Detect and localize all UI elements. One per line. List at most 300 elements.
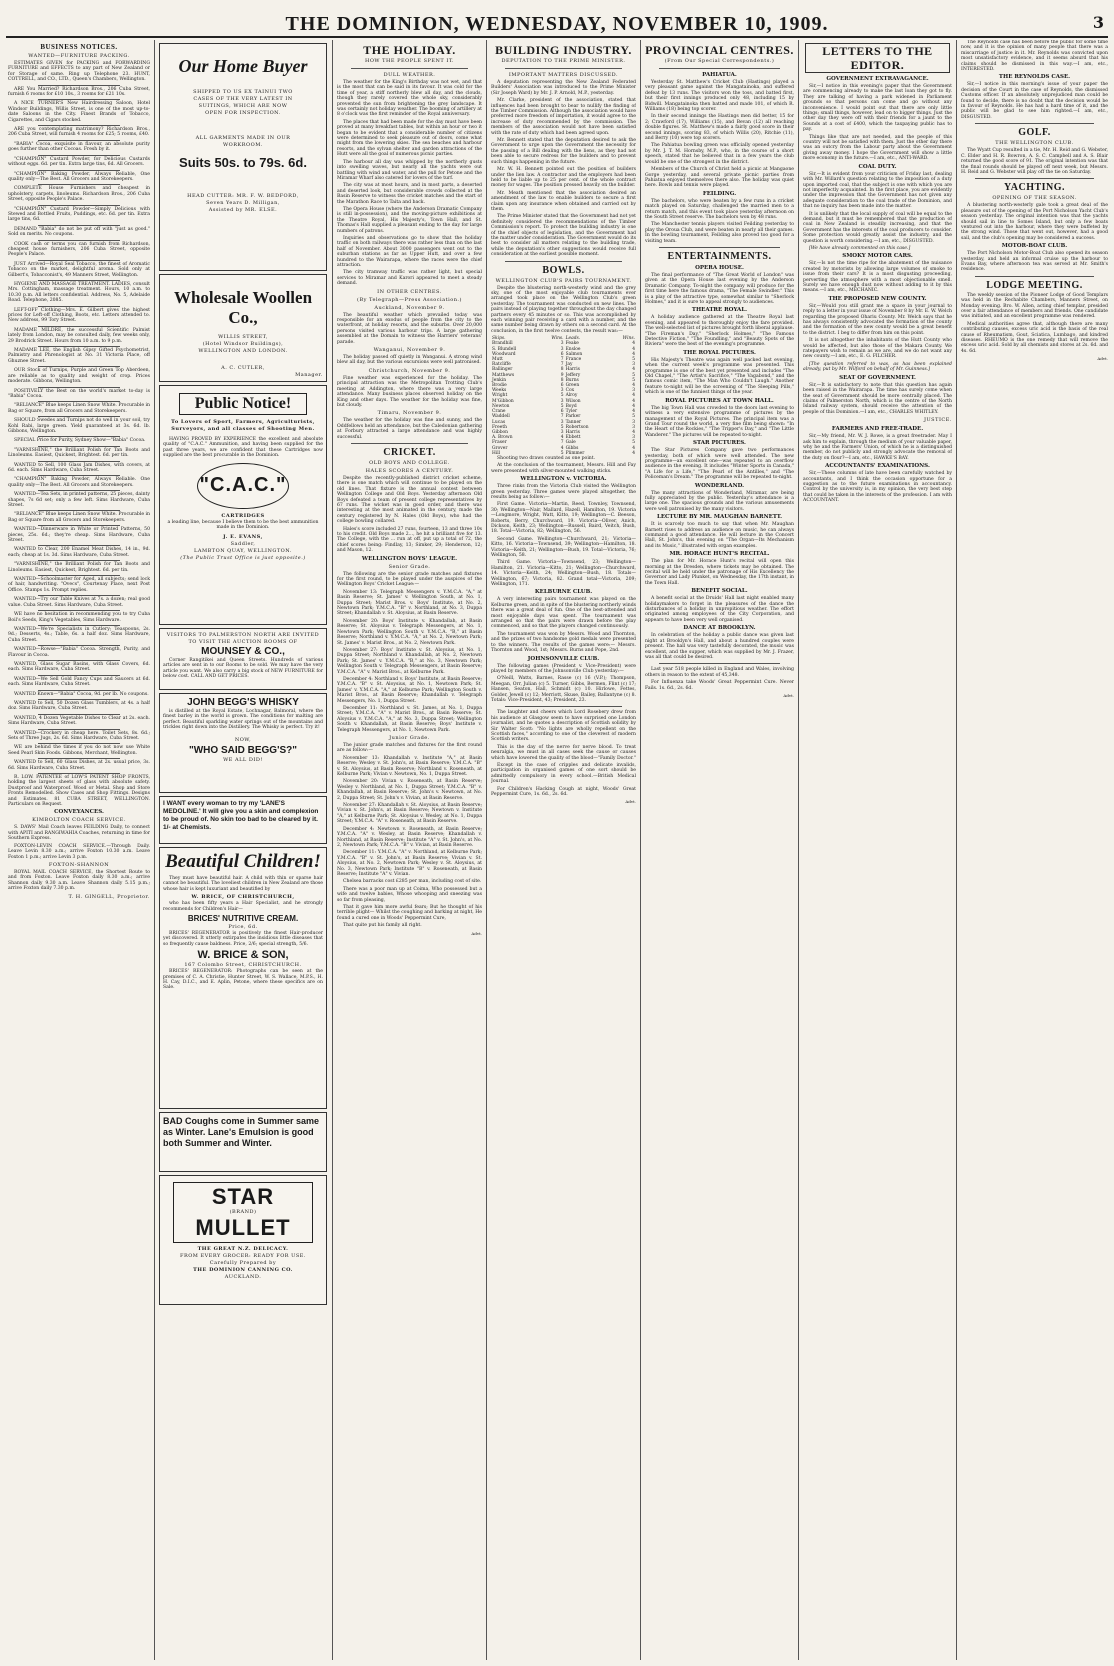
article-paragraph: The plan for Mr. Horace Hunt's recital will open this morning at the Dresden, where tickets may be obtained. The recital will be held under the patronage of His Excellency the Governor and Lady Plunket, on Wednesday, the 17th instant, in the Town Hall. (645, 559, 794, 586)
article-paragraph: Sir,—I notice in this morning's issue of your paper the decision of the Court in the case of Reynolds, the dismissed Customs officer. If an absolutely unprejudiced man could be found to decide, there is no doubt that the decision would be in favour of Reynolds. He has had a hard time of it, and the public will be glad to see him righted.—I am, etc., DISGUSTED. (961, 82, 1108, 120)
ad-body: BRICES' REGENERATOR: Photographs can be seen at the premises of C. A. Christie, Hunter Street, W. S. Wallace, M.P.S., H. H. Cay, D.I.C., and E. Aplin, Petone, where these specifics are on Sale. (163, 969, 323, 991)
classified-item: WANTED—Schoolmaster for Aged, all subjects; send lock of hair, handwriting. "Ovecs", Courtenay Place, next Post Office. Stamps 1s. Prompt replies. (8, 577, 150, 593)
table-cell: 5 (560, 403, 564, 409)
article-paragraph: The weather for the holiday was fine and sunny, and the Oddfellows held an attendance, but the Caledonian gathering at Forbury attracted a large attendance and was highly successful. (337, 418, 482, 440)
table-cell: 5 (560, 450, 564, 456)
table-cell: Ensloe (565, 346, 581, 352)
ad-brand: "C.A.C." (199, 474, 287, 497)
article-body (645, 80, 794, 189)
article-paragraph: The beautiful weather which prevailed today was responsible for an exodus of people from the city to the waterfront, at holiday resorts, and the suburbs. Over 20,000 persons visited various harbour trips. A large gathering assembled at the Domain to witness the Harriers' veterans' parade. (337, 312, 482, 345)
table-cell: 5 (632, 372, 635, 378)
ad-line: Carefully Prepared by (209, 1260, 277, 1266)
article-paragraph: The holiday passed off quietly in Wanganui. A strong wind blew all day, but the various excursions were well patronised. (337, 355, 482, 366)
classified-item: "VARNISHINE," the Brilliant Polish for Tan Boots and Linoleums. Easiest, Quickest, Brightest. 6d. per tin. (8, 562, 150, 573)
ad-line: Seven Years D. Milligan, (206, 200, 280, 206)
divider (38, 461, 120, 462)
divider (38, 675, 120, 676)
table-cell: A. Brown (492, 435, 513, 441)
section-subheading: WANTED—FURNITURE PACKING. (28, 53, 130, 59)
article-paragraph: The final performance of "The Great World of London" was given at the Opera House last evening by the Anderson Dramatic Company. To-night the company will produce for the first time here the famous drama, "The Female Swindler." This is a play of the attractive type, somewhat similar to "Sherlock Holmes," and it is sure to appeal strongly to audiences. (645, 272, 794, 305)
ad-slogan: "WHO SAID BEGG'S?" (189, 744, 297, 756)
ad-line: To Lovers of Sport, Farmers, Agriculturists, Surveyors, and all classes of Shooting Men. (171, 419, 315, 432)
article-paragraph: December 11: Y.M.C.A. "A" v. Northland, at Kelburne Park; Y.M.C.A. "B" v. St. John's, at Basin Reserve; Vivian v. St. Aloysius, at No. 2, Newtown Park; Wesley v. St. Aloysius, at No. 3, Newtown Park; Institute "B" v. Roseneath, at Basin Reserve; Institute "A" v. Vivian. (337, 850, 482, 877)
ad-bad-coughs (159, 1112, 327, 1172)
article-paragraph: Hales's score included 27 runs, fourteen, 13 and three 10s to his credit. Old Boys made 2..., he hit a brilliant five for 13. The College, with the ... run at off, put up a total of 72, the chief scores being: Findlay, 13; Simker, 29; Henderson, 12; and Mason, 12. (337, 526, 482, 554)
article-subheading: THE PROPOSED NEW COUNTY. (828, 295, 927, 302)
signature: T. H. GINGELL, Proprietor. (68, 893, 150, 900)
table-cell: Hill (492, 450, 501, 456)
star-logo (173, 1182, 313, 1243)
divider (351, 443, 468, 444)
article-paragraph: Last year 518 people killed in England and Wales, involving others in reason to the extent of 45,348. (645, 667, 794, 678)
article-body (337, 80, 482, 287)
article-body (491, 80, 636, 258)
article-subheading: MR. HORACE HUNT'S RECITAL. (669, 551, 770, 558)
article-paragraph: A holiday audience gathered at the Theatre Royal last evening, and appeared to thoroughly enjoy the fare provided. The well-selected list of pictures brought forth liberal applause. "The Fireman's Day," "Sherlock Holmes," "The Famous Detective Fiction," "The Foundling," and "Beauty Spots of the Riviera" were the best of the evening's programme. (645, 315, 794, 348)
article-body (803, 261, 952, 293)
ad-title: Our Home Buyer (178, 56, 308, 76)
ad-title: Wholesale Woollen Co., (173, 288, 313, 327)
article-headline: THE HOLIDAY. (363, 43, 456, 57)
article-body (803, 471, 952, 503)
table-header-cell: Wins. (551, 336, 564, 342)
article-subheading: (By Telegraph—Press Association.) (357, 296, 462, 303)
table-cell: Green (565, 383, 580, 389)
article-headline: LETTERS TO THE EDITOR. (805, 43, 950, 73)
article-subheading: PAHIATUA. (702, 72, 737, 78)
divider (38, 85, 120, 86)
article-paragraph: November 27: Boys' Institute v. St. Aloysius, at No. 1, Duppa Street; Northland v. Khandallah, at No. 2, Newtown Park; St. James' v. Y.M.C.A. "B," at No. 3, Newtown Park; Wellington South v. Telegraph Messengers, at Basin Reserve; Y.M.C.A. "A" v. Marist Bros., at Kelburne Park. (337, 647, 482, 675)
ad-body: who has been fifty years a Hair Specialist, and he strongly recommends for Children's Hair— (163, 901, 323, 912)
article-paragraph: It is scarcely too much to say that when Mr. Maughan Barnett rises to address an audience on music, he can always command a good attendance. He will lecture in the Concert Hall, St. John's, this evening on "The Organ—Its Mechanism and its Music," illustrated with organ examples. (645, 522, 794, 549)
ad-line: (The Public Trust Office is just opposite.) (180, 555, 306, 562)
classified-item: ROYAL MAIL COACH SERVICE, the Shortest Route to and from Foxton. Leave Foxton daily 8.30 a.m.; arrive Shannon daily 9.30 a.m. Leave Shannon daily 5.15 p.m.; arrive Foxton daily 7.30 p.m. (8, 869, 150, 892)
article-paragraph: The places that had been made for the day must have been proved at many breakfast tables, but within an hour or two it began to be evident that a considerable number of citizens were determined to seek pleasure out of doors, come what might from the lowering skies. The sea beaches and harbour resorts, and the sylvan shelter and garden attractions of the Hutt were all the goal of numerous picnic parties. (337, 119, 482, 158)
article-subheading: HOW THE PEOPLE SPENT IT. (364, 58, 455, 64)
ad-line: Saddler, (230, 541, 256, 548)
article-subheading: DEPUTATION TO THE PRIME MINISTER. (501, 58, 626, 64)
table-cell: 6 (560, 351, 564, 357)
classified-item: SHOULD Swedes and Turnips not do well in your soil, try Kohl Rabi, large green. Yield guaranteed at 3s. 6d. lb. Gibbons, Wellington. (8, 418, 150, 434)
column-building-industry (491, 40, 636, 1660)
classified-item: S. DAWS' Mail Coach leaves FEILDING Daily, to connect with APITI and RANGIWAHIA Coaches, returning in time for Southern Express. (8, 825, 150, 842)
article-paragraph: Fine weather was experienced for the holiday. The principal attraction was the Metropolitan Trotting Club's meeting at Addington, where there was a very large attendance. Many business places observed holiday on the King and other days. The weather for the holiday was fine, but cloudy. (337, 375, 482, 408)
classified-item: A NICE TURNER'S New Hairdressing Saloon, Hotel Windsor Buildings, Willis Street, is one of the most up-to-date Saloons in the City. Finest Brands of Tobacco, Cigarettes, and Cigars stocked. (8, 101, 150, 123)
article-subheading: THE ROYAL PICTURES. (683, 349, 756, 356)
table-cell: Wright (492, 393, 508, 399)
page-number: 3 (1092, 13, 1104, 32)
article-paragraph: It is unlikely that the local supply of coal will be equal to the demand, but it must be remembered that the production of coal in New Zealand is steadily increasing, and that the Government has the interests of the coal producers to consider. Some protection would greatly assist the industry, and the question is worth considering.—I am, etc., DISGUSTED. (803, 211, 952, 244)
classified-item: WANTED to Sell, 50 Dozen Glass Tumblers, at 4s. a half doz. Sims Hardware, Cuba Street. (8, 700, 150, 712)
ad-line: HEAD CUTTER: MR. F. W. BEDFORD, (187, 193, 299, 199)
table-cell: 7 (560, 357, 564, 363)
article-subheading: OLD BOYS AND COLLEGE. (369, 459, 450, 466)
article-paragraph: Mr. Meath mentioned that the association desired an amendment of the law to enable builders to secure a first claim upon any insurance when obtained and carried out by them. (491, 190, 636, 212)
ad-body: is distilled at the Royal Estate, Lochnagar, Balmoral, where the finest barley in the world is grown. The conditions for malting are perfect. Beautiful sparkling water springs out of the mountains and trickles right down into the Distillery. The Whisky is perfect. Try it! (163, 709, 323, 731)
divider (659, 247, 780, 248)
divider (38, 155, 120, 156)
column-holiday (337, 40, 482, 1660)
article-paragraph: Members of the Church of Christ held a picnic at Mangaone Gorge yesterday, and several private picnic parties from Pahiatua enjoyed themselves there also. The holiday was quiet here. Bowls and tennis were played. (645, 167, 794, 189)
classified-item: ESTIMATES GIVEN for PACKING and FORWARDING FURNITURE and EFFECTS to any part of New Zealand or for Storage of same. Ring up Telephone 23. HUNT, COTTRELL, and CO., LTD., Queen's Chambers, Wellington. (8, 61, 150, 83)
article-subheading: FEILDING. (702, 190, 737, 197)
ad-line: WILLIS STREET, (218, 334, 268, 340)
divider (38, 280, 120, 281)
table-cell: Feake (565, 341, 579, 347)
divider (975, 276, 1094, 277)
article-paragraph: November 20: Vivian v. Roseneath, at Basin Reserve; Wesley v. Northland, at No. 1, Duppa Street; Y.M.C.A. "B" v. Khandallah, at Basin Reserve; St. John's v. Newtown, at No. 2, Duppa Street; St. John's v. Vivian, at Basin Reserve. (337, 779, 482, 801)
ad-mendoline (159, 796, 327, 844)
column-rule (154, 40, 155, 1660)
article-paragraph: November 20: Boys' Institute v. Khandallah, at Basin Reserve; St. Aloysius v. Telegraph Messengers, at No. 1, Newtown Park; Wellington South v. Y.M.C.A. "B," at Basin Reserve; Northland v. Y.M.C.A. "A," at No. 2, Newtown Park; St. James' v. Marist Bros., at No. 2, Newtown Park. (337, 618, 482, 646)
article-paragraph: The junior grade matches and fixtures for the first round are as follow:— (337, 743, 482, 754)
classified-item: WE have no hesitation in recommending you to try Cuba Boil's Seeds, King's Vegetables, Sims Hardware. (8, 612, 150, 623)
classified-item: WANTED—Try our Table Knives at 7s. a dozen; real good value. Cuba Street. Sims Hardware, Cuba Street. (8, 597, 150, 608)
table-cell: Newton (492, 403, 510, 409)
divider (38, 416, 120, 417)
article-subheading: LECTURE BY MR. MAUGHAN BARNETT. (656, 514, 783, 521)
article-subheading: MOTOR-BOAT CLUB. (1001, 243, 1068, 250)
table-cell: 3 (632, 435, 635, 441)
ad-line: Manager. (295, 372, 323, 378)
ad-line: Price, 6d. (228, 924, 258, 931)
dateline: Christchurch, November 9. (368, 367, 451, 374)
article-subheading: Junior Grade. (389, 735, 430, 741)
ad-home-buyer (159, 43, 327, 271)
ad-line: THE DOMINION CANNING CO. (193, 1267, 293, 1273)
classified-item: HYGIENE AND MASSAGE TREATMENT. LADIES, consult Mrs. Cottingham, massage treatment. Hours, 10 a.m. to 10.30 p.m. All letters confidential. Address, No. 5, Adelaide Road. Telephone, 2085. (8, 282, 150, 304)
classified-item: WANTED—We're Specialists in Cutlery; Teaspoons, 2s. 9d.; Desserts, 4s.; Table, 6s. a half doz. Sims Hardware, Cuba Street. (8, 626, 150, 643)
article-headline: GOLF. (1018, 127, 1051, 139)
article-subheading: BENEFIT SOCIAL. (691, 588, 748, 595)
classified-item: ARE you contemplating matrimony? Richardson Bros., 206 Cuba Street, will furnish 4 rooms for £25; 5 rooms, £40. (8, 127, 150, 138)
article-paragraph: The harbour all day was whipped by the northerly gusts into swelling waves, but nearly all the yachts were out battling with wind and water, and the pull for Petone and the Miramar Wharf also catered for lovers of the turf. (337, 159, 482, 181)
article-paragraph: A blustering north-westerly gale took a great deal of the pleasure out of the opening of the Port Nicholson Yacht Club's season yesterday. The original intention was that the yachts should sail in line to Somes Island, but only a few boats ventured out into the harbour, where they were buffeted by the strong wind. Those that went out, however, had a good sail, and the club's opening may be considered a success. (961, 203, 1108, 241)
article-paragraph: The following games (President v. Vice-President) were played by members of the Johnsonville Club yesterday:— (491, 663, 636, 674)
table-cell: 4 (632, 445, 635, 451)
article-paragraph: It is not altogether the inhabitants of the Hutt County who would be affected, but also those of the Makara County. We ratepayers wish to remain as we are, and we do not want any new county.—I am, etc., E. G. FILCHER. (803, 338, 952, 360)
ad-body: a leading line, because I believe them to be the best ammunition made in the Dominion. (167, 519, 319, 531)
article-paragraph: November 27: Khandallah v. St. Aloysius, at Basin Reserve; Vivian v. St. John's, at Basin Reserve; Newtown v. Institute "A," at Kelburne Park; St. Aloysius v. Wesley, at No. 1, Duppa Street; Y.M.C.A. "A" v. Roseneath, at Basin Reserve. (337, 803, 482, 825)
column-rule (332, 40, 333, 1660)
divider (38, 140, 120, 141)
article-subheading: WONDERLAND. (694, 482, 745, 489)
article-paragraph: The Wyatt Cup resulted in a tie, Mr. H. Reid and G. Webster, C. Elder and H. R. Bowron, A. S. C. Campbell and A. S. Blair returned the good score of 91. The original intention was that the final rounds should be played off next week, but Messrs. H. Reid and G. Webster will play off the tie on Saturday. (961, 148, 1108, 175)
article-paragraph: First Game. Victoria—Martin, Reed, Townley, Townsend, 30; Wellington—Nair, Mallard, Hazell, Hamilton, 19. Victoria—Longmore, Wright, Watt, Kitto, 19; Wellington—C. Beeson, Roberts, Berry, Churchward, 19. Victoria—Oliver, Anich, Dickson, Keith, 23; Wellington—Russell, Baird, Veitch, Bush, 18. Total—Victoria, 82; Wellington, 56. (491, 502, 636, 535)
ad-line: VISITORS TO PALMERSTON NORTH ARE INVITED TO VISIT THE AUCTION ROOMS OF (166, 632, 320, 645)
article-subheading: SMOKY MOTOR CARS. (842, 253, 913, 260)
article-paragraph: The laughter and cheers which Lord Rosebery drew from his audience at Glasgow seem to have surprised one London journalist, and he quotes a description of Scottish solidity by Sir Walter Scott: "No lights are wholly repellent on the Scottish faces," according to one of the cleverest of modern Scottish writers. (491, 710, 636, 743)
table-cell: Gale (565, 440, 576, 446)
table-header-cell: Skips. (492, 336, 506, 342)
article-paragraph: The tournament was won by Messrs. Wood and Thornton, and the prizes of two handsome gold medals were presented to the winners. The results of the games were:— Messrs. Thornton and Wood, 1st; Messrs. Burns and Pope, 2nd. (491, 631, 636, 654)
article-subheading: Senior Grade. (388, 563, 431, 570)
article-paragraph: The Prime Minister stated that the Government had not yet definitely considered the recommendations of the Timber Commission's report. To protect the building industry is one of the chief objects of legislation, and the Government had the matter under consideration. The Government would do its best to consider all matters relating to the building trade, while the deputation's other suggestions would receive full consideration at the earliest possible moment. (491, 214, 636, 258)
article-paragraph: December 4: Northland v. Boys' Institute, at Basin Reserve; Y.M.C.A. "B" v. St. Aloysius, at No. 1, Newtown Park; St. James' v. Y.M.C.A. "A," at Kelburne Park; Wellington South v. Marist Bros., at Basin Reserve; Khandallah v. Telegraph Messengers, No. 1, Duppa Street. (337, 676, 482, 704)
cartridge-logo (197, 463, 289, 509)
article-subheading: IMPORTANT MATTERS DISCUSSED. (508, 72, 619, 78)
article-headline: BOWLS. (542, 264, 585, 276)
table-cell: 7 (560, 414, 564, 420)
article-headline: CRICKET. (383, 446, 436, 458)
dateline: Auckland, November 9. (374, 304, 445, 311)
table-cell: 6 (560, 409, 564, 415)
divider (659, 68, 780, 69)
article-paragraph: November 13: Khandallah v. Institute "A," at Basin Reserve; Wesley v. St. John's, at Basin Reserve; Y.M.C.A. "B" v. St. Aloysius, at Basin Reserve; Northland v. Roseneath, at Kelburne Park; Vivian v. Newtown, No. 1, Duppa Street. (337, 755, 482, 778)
classified-item: "CHAMPION" Baking Powder, Always Reliable. One quality only—The Best. All Grocers and Storekeepers. (8, 477, 150, 488)
table-cell: Jenkin (492, 377, 507, 383)
article-body (337, 572, 482, 733)
table-cell: M'Gibbon (492, 398, 514, 404)
advt-label: Advt. (625, 799, 636, 805)
article-subheading: JOHNSONVILLE CLUB. (527, 655, 600, 662)
section-heading: BUSINESS NOTICES. (40, 43, 118, 51)
classified-item: WANTED—Crockery in cheap here. Toilet Sets, 8s. 6d.; Sets of Three Jugs, 2s. 6d. Sims Hardware, Cuba Street. (8, 730, 150, 741)
ad-line: J. E. EVANS, (223, 534, 263, 541)
article-subheading: WELLINGTON v. VICTORIA. (520, 476, 607, 483)
dateline: Timaru, November 9. (377, 410, 442, 417)
article-paragraph: Chelsea barracks cost £285 per man, including cost of site. (343, 879, 482, 885)
article-body (961, 203, 1108, 241)
bowls-results-table (491, 336, 636, 456)
article-body (491, 484, 636, 587)
table-cell: Matthews (492, 372, 515, 378)
classified-item: COMPLETE House Furnishers and cheapest in upholstery, carpets, linoleums. Richardson Bros., 206 Cuba Street, opposite People's Palace. (8, 186, 150, 203)
divider (38, 625, 120, 626)
article-paragraph: December 4: Newtown v. Roseneath, at Basin Reserve; Y.M.C.A. "A" v. Wesley, at Basin Reserve; Khandallah v. Northland, at Basin Reserve; Institute "A" v. St. John's, at No. 2, Newtown Park; Y.M.C.A. "B" v. Vivian, at Basin Reserve. (337, 826, 482, 848)
article-body (803, 172, 952, 244)
article-subheading: OPENING OF THE SEASON. (992, 195, 1077, 202)
article-subheading: GOVERNMENT EXTRAVAGANCE. (826, 76, 929, 82)
classified-item: DEMAND "Babia" do not be put off with "just as good." Sold on merits. No coupons. (8, 226, 150, 238)
table-cell: Woodward (492, 351, 516, 357)
divider (38, 306, 120, 307)
article-paragraph: Third Game. Victoria—Townsend, 23; Wellington—Hamilton, 21. Victoria—Kitto, 21; Wellington—Churchward, 14. Victoria—Keith, 24; Wellington—Bush, 18. Totals—Wellington, 67; Victoria, 82. Grand total—Victoria, 209; Wellington, 171. (491, 560, 636, 588)
table-cell: Waddell (492, 414, 510, 420)
table-cell: Gibbs (565, 445, 579, 451)
table-cell: Weeks (492, 388, 507, 394)
table-cell: 3 (632, 388, 635, 394)
ad-wholesale-woollen (159, 274, 327, 382)
article-subheading: SEAT OF GOVERNMENT. (839, 374, 916, 381)
article-paragraph: For Children's Hacking Cough at night, Woods' Great Peppermint Cure, 1s. 6d., 2s. 6d. (491, 786, 636, 798)
article-subheading: THEATRE ROYAL. (691, 307, 748, 314)
masthead (6, 6, 1108, 38)
table-cell: Harris (565, 429, 580, 435)
table-cell: 5 (632, 357, 635, 363)
article-paragraph: The city tramway traffic was rather light, but special services to Miramar and Karori appeared to meet a steady demand. (337, 270, 482, 287)
article-headline: LODGE MEETING. (986, 279, 1083, 291)
divider (38, 240, 120, 241)
ad-line: WORKROOM. (223, 142, 263, 148)
classified-item: "VARNISHINE," the Brilliant Polish for Tan Boots and Linoleums. Easiest, Quickest, Brightest. 6d. per tin. (8, 447, 150, 459)
article-body (645, 406, 794, 438)
column-rule (486, 40, 487, 1660)
classified-item: WE are behind the times if you do not now use White Seed Pearl Skin Foods. Gibbons, Merchant, Wellington. (8, 745, 150, 756)
table-cell: Harris (565, 367, 580, 373)
article-body (645, 358, 794, 396)
table-cell: Crane (492, 409, 506, 415)
divider (38, 260, 120, 261)
article-paragraph: The Port Nicholson Motor-Boat Club also opened its season yesterday, and held an informal cruise up the harbour to Evans Bay, where afternoon tea was served at Mr. Smith's residence. (961, 251, 1108, 273)
article-paragraph: The following are the senior grade matches and fixtures for the first round, to be played under the auspices of the Wellington Boys' Cricket League:— (337, 571, 482, 588)
classified-item: "CHAMPION" Custard Powder, for Delicious Custards without eggs. 6d. per tin. Extra large tins, 6d. All Grocers. (8, 156, 150, 168)
article-paragraph: Mr. Bennett stated that the deputation desired to ask the Government to urge upon the Government the necessity for the passing of a Bill dealing with the liens, as they had not been able to secure redress for the builders and to prevent such things happening in the future. (491, 138, 636, 165)
article-body (491, 456, 636, 474)
divider (505, 706, 622, 707)
article-paragraph: Mr. Clarke, president of the association, stated that influences had been brought to bear to nullify the finding of the Timber Commission. Although the association would have preferred more freedom of importation, it would agree to the increase of duty recommended by the commission. The members of the association would not have been satisfied with the rate of duty which had been agreed upon. (491, 98, 636, 136)
divider (38, 326, 120, 327)
article-paragraph: The Opera House (where the Anderson Dramatic Company is still in-possession), and the moving-picture exhibitions at the Theatre Royal, His Majesty's, Town Hall, and St. Thomas's Hall supplied a pleasant ending to the day for large numbers of patrons. (337, 206, 482, 234)
article-subheading: STAR PICTURES. (693, 440, 746, 447)
ad-line: WE ALL DID! (223, 756, 263, 763)
divider (38, 729, 120, 730)
classified-item: MADAME LEE, the English Gipsy Gifted Psychometrist, Palmistry and Phrenologist at No. 31 Victoria Place, off Ghuznee Street. (8, 348, 150, 364)
column-rule (956, 40, 957, 1660)
classified-list (8, 61, 150, 807)
article-subheading: THE REYNOLDS CASE. (998, 74, 1071, 81)
table-cell: 4 (632, 383, 635, 389)
article-paragraph: Sir,—These columns of late have been carefully watched by accountants, and I think the occasion opportune for a suggestion as to the future examinations in accountancy. Control by the university is, in my opinion, the very best step that could be taken in the interests of the profession. I am with ACCOUNTANT. (803, 471, 952, 504)
table-cell: 5 (632, 377, 635, 383)
column-advertisements (158, 40, 328, 1660)
table-cell: Brandhill (492, 341, 513, 347)
table-cell: 7 (560, 440, 564, 446)
advt-label: Advt. (471, 930, 482, 936)
ad-public-notice (159, 385, 327, 625)
article-headline: ENTERTAINMENTS. (667, 250, 772, 262)
table-cell: Wilson (565, 398, 581, 404)
table-cell: 4 (632, 346, 635, 352)
ad-beautiful-children (159, 847, 327, 1109)
table-cell: Grover (492, 445, 508, 451)
ad-title: Beautiful Children! (165, 851, 321, 872)
divider (38, 714, 120, 715)
article-subheading: (From Our Special Correspondents.) (664, 58, 775, 64)
table-cell: 5 (632, 414, 635, 420)
article-subheading: FARMERS AND FREE-TRADE. (831, 426, 924, 433)
ad-body: They must have beautiful hair. A child with thin or sparse hair cannot be beautiful. The loveliest children in New Zealand are those whose hair is kept luxuriant and beautified by (163, 876, 323, 892)
ad-line: THE GREAT N.Z. DELICACY. (197, 1246, 289, 1252)
divider (38, 690, 120, 691)
classified-item: WANTED to Sell, 100 Glass Jam Dishes, with covers, at 6d. each. Sims Hardware, Cuba Street. (8, 462, 150, 473)
classified-item: "CHAMPION" Baking Powder, Always Reliable, One quality only—The Best. All Grocers and Storekeepers. (8, 171, 150, 182)
article-paragraph: In their second innings the Hastings men did better, 15 for 2; Crawford (17), Williams (15), and Bevan (12) all reaching double figures. St. Matthew's made a fairly good score in their second innings, scoring 83, of which Willis (20), Ritchie (11), and Berry (10) were top scorers. (645, 114, 794, 142)
advt-label: Advt. (783, 692, 794, 698)
divider (38, 575, 120, 576)
table-cell: Gibbon (492, 429, 509, 435)
classified-item: LEFT-OFF Clothing—Mrs. E. Gilbert gives the highest prices for Left-off Clothing, Boots, etc. Letters attended to. New address, 99 Tory Street. (8, 307, 150, 324)
article-subheading: WELLINGTON CLUB'S PAIRS TOURNAMENT. (495, 277, 632, 284)
ad-visitors (159, 628, 327, 690)
ad-body: I WANT every woman to try my 'LANE'S MEDOLINE.' It will give you a skin and complexion to be proud of. No skin too bad to be cleared by it. 1/- at Chemists. (163, 800, 319, 831)
ad-line: WELLINGTON AND LONDON. (198, 348, 288, 354)
ad-line: CASES OF THE VERY LATEST IN (193, 96, 293, 102)
article-subheading: WELLINGTON BOYS' LEAGUE. (361, 555, 458, 562)
table-cell: 3 (560, 341, 564, 347)
article-paragraph: Three rinks from the Victoria Club visited the Wellington green yesterday. Three games were played altogether, the results being as follow:— (491, 484, 636, 500)
divider (505, 68, 622, 69)
article-body (645, 199, 794, 244)
divider (38, 610, 120, 611)
article-paragraph: The Star Pictures Company gave two performances yesterday, both of which were well attended. The new programme—an excellent one—was repeated to an overflow audience in the evening. It includes "Winter Sports in Canada," "A Life for a Life," "The Pearl of the Antilles," and "The Policeman's Dream." The programme will be repeated to-night. (645, 448, 794, 481)
article-body (491, 710, 636, 797)
classified-item: MADAME MILDRE, the successful Scientific Palmist lately from London, may be consulted daily, few weeks only, 29 Brodrick Street. Hours from 10 a.m. to 9 p.m. (8, 327, 150, 344)
classified-item: POSITIVELY the Best on the world's market to-day is "Babia" Cocoa. (8, 388, 150, 399)
article-paragraph: The Manchester tennis players visited Feilding yesterday to play the Oroua Club, and were beaten in nearly all their games. In the bowling tournament, Feilding also proved too good for a visiting team. (645, 222, 794, 244)
divider (38, 346, 120, 347)
table-cell: Ratcliffe (492, 362, 511, 368)
article-headline: BUILDING INDUSTRY. (495, 43, 632, 57)
table-cell: France (565, 357, 582, 363)
article-paragraph: That quite put his family all right. (343, 923, 422, 929)
ad-line: 167 Colombo Street, CHRISTCHURCH. (184, 962, 302, 969)
ad-begg-whisky (159, 693, 327, 793)
classified-item: WANTED Known—"Babia" Cocoa, 9d. per lb. No coupons. (14, 691, 149, 697)
table-cell: 9 (560, 372, 564, 378)
divider (505, 261, 622, 262)
ad-product: BRICES' NUTRITIVE CREAM. (187, 914, 299, 924)
table-cell: Alroy (565, 393, 578, 399)
divider (38, 125, 120, 126)
ad-line: (Hotel Windsor Buildings), (202, 341, 284, 347)
article-paragraph: Inquiries and observations go to show that the holiday traffic on both railways there was rather less than on the last half of November. About 3000 passengers went out to the suburban stations as far as Upper Hutt, and over a few hundred to the Wairarapa, where the races were the chief attraction. (337, 235, 482, 268)
divider (38, 225, 120, 226)
article-paragraph: The weekly session of the Pioneer Lodge of Good Templars was held in the Rechabite Chambers, Manners Street, on Monday evening. Bro. W. Allen, acting chief templar, presided over a fair attendance of members and friends. One candidate was initiated, and an excellent programme was rendered. (961, 292, 1108, 320)
article-body (337, 476, 482, 554)
article-subheading: OPERA HOUSE. (695, 264, 744, 271)
article-body (645, 448, 794, 480)
table-cell: 4 (632, 398, 635, 404)
ad-firm: W. BRICE & SON, (197, 949, 289, 962)
editor-note: [The question referred to was, as has been explained already, put by Mr. Wilford on behalf of Mr. Guinness.] (803, 361, 952, 373)
table-cell: Brodie (492, 383, 507, 389)
article-paragraph: Sir,—It is satisfactory to note that this question has again been raised in the Wairarapa. The time has surely come when the seat of Government should be more centrally placed. The claims of Palmerston North, which is the centre of the North Island railway system, should receive the attention of the people of this Dominion.—I am, etc., CHARLES WHITLEY. (803, 382, 952, 415)
article-body (491, 664, 636, 704)
table-cell: 4 (560, 435, 564, 441)
ad-brand: STAR (211, 1184, 275, 1209)
classified-item: WANTED—Tea Sets, in printed patterns, 25 pieces, dainty shapes, 7s 6d set; only a few left. Sims Hardware, Cuba Street. (8, 492, 150, 508)
classified-item: FOXTON-LEVIN COACH SERVICE.—Through Daily. Leave Levin 8.30 a.m.; arrive Foxton 10.30 a.m. Leave Foxton 1 p.m.; arrive Levin 3 p.m. (8, 843, 150, 860)
article-subheading: THE WELLINGTON CLUB. (995, 140, 1074, 147)
classified-item: JUST Arrived—Royal Seal Tobacco, the finest of Aromatic Tobacco on the market, delightful aroma. Sold only at Gilbert's, Tobacconist's, 49 Manners Street, Wellington. (8, 261, 150, 278)
article-subheading: DANCE AT BROOKLYN. (683, 625, 756, 632)
divider (38, 645, 120, 646)
article-body (961, 82, 1108, 120)
article-paragraph: December 11: Northland v. St. James, at No. 1, Duppa Street; Y.M.C.A. "A" v. Marist Bros., at Basin Reserve; St. Aloysius v. Y.M.C.A. "A," at No. 3, Duppa Street; Wellington South v. Khandallah, at Basin Reserve; Boys' Institute v. Telegraph Messengers, at No. 1, Newtown Park. (337, 705, 482, 733)
ad-body: BAD Coughs come in Summer same as Winter. Lane's Emulsion is good both Summer and Winter. (163, 1116, 320, 1148)
divider (38, 205, 120, 206)
article-paragraph: Sir,—Would you still grant me a space in your journal to reply to a letter in your issue of November 8 by Mr. E. W. Welch regarding the proposed Ohariu County. Mr. Welch says that he has always consistently advocated the formation of the county and the formation of the new county would be a great benefit to the district. I beg to differ from him on this point. (803, 303, 952, 336)
article-body (961, 293, 1108, 354)
article-body (961, 251, 1108, 273)
article-body (645, 273, 794, 305)
table-cell: 4 (632, 429, 635, 435)
classified-item: ARE You Married? Richardson Bros., 206 Cuba Street, furnish 6 rooms for £10 10s., 3 rooms for £21 10s. (8, 86, 150, 98)
article-headline: PROVINCIAL CENTRES. (645, 43, 794, 57)
article-subheading: ACCOUNTANTS' EXAMINATIONS. (825, 463, 930, 470)
table-cell: Jeffery (565, 372, 581, 378)
table-cell: 3 (632, 424, 635, 430)
article-paragraph: The Pahiatua bowling green was officially opened yesterday by Mr. J. T. M. Hornsby, M.P., who, in the course of a short speech, stated that he believed that in a few years the club would be one of the strongest in the district. (645, 143, 794, 165)
article-subheading: COAL DUTY. (858, 163, 897, 170)
article-body (337, 879, 482, 928)
article-body (337, 743, 482, 877)
table-cell: Robertson (565, 424, 589, 430)
classified-item: "RELIANCE" Blue keeps Linen Snow White. Procurable in Bag or Square from all Grocers and Storekeepers. (8, 512, 150, 523)
table-cell: Tyler (565, 409, 578, 415)
article-subheading: DULL WEATHER. (383, 72, 436, 78)
